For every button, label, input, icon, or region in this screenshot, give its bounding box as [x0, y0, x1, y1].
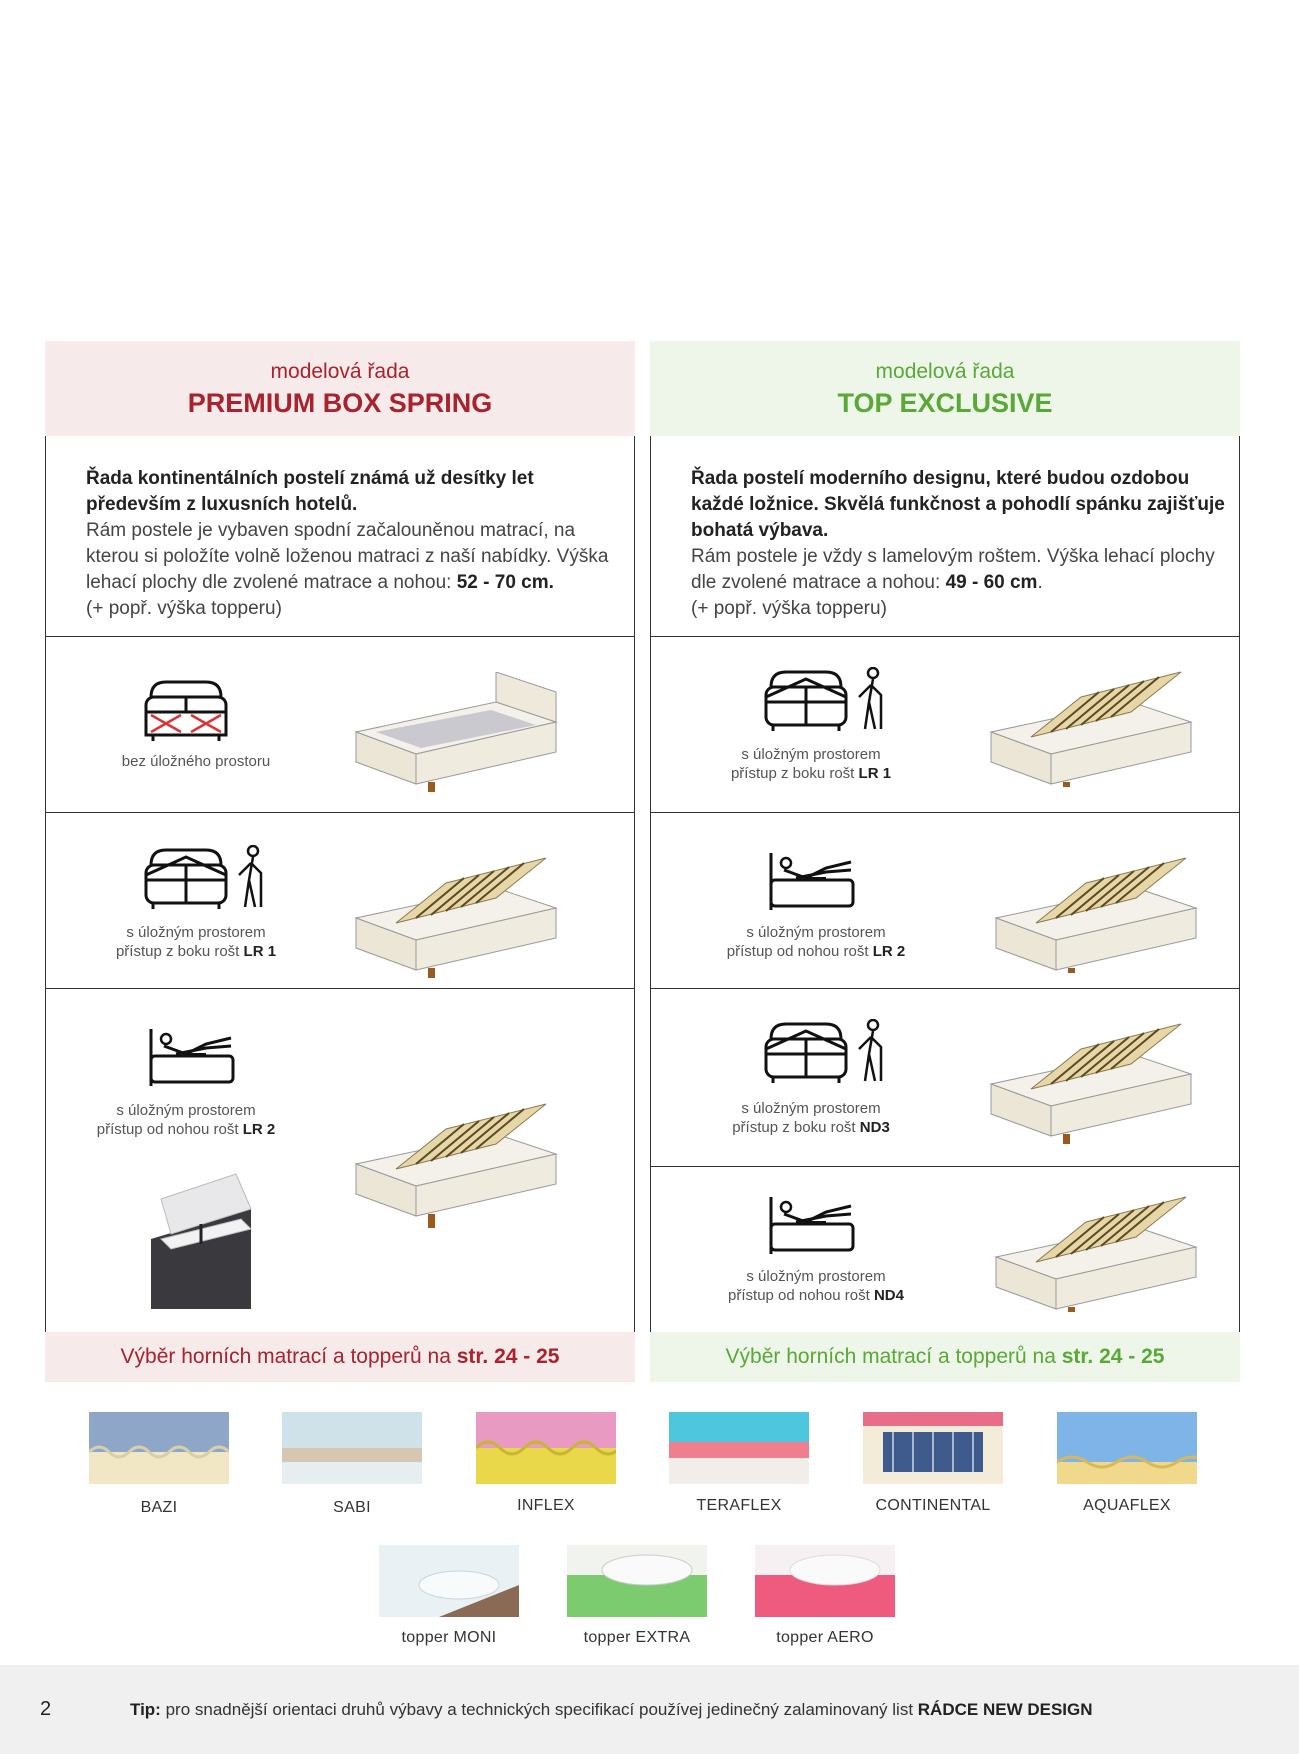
premium-title: PREMIUM BOX SPRING — [187, 388, 493, 418]
mattress-sabi-image — [282, 1412, 422, 1484]
premium-mattress-reference: Výběr horních matrací a topperů na str. 24 - 25 — [45, 1332, 635, 1382]
top-series-label: modelová řada — [875, 360, 1015, 383]
topper-extra-image — [567, 1545, 707, 1617]
side-access-storage-icon — [761, 667, 891, 737]
side-access-storage-icon — [761, 1019, 891, 1089]
mattress-continental-image — [863, 1412, 1003, 1484]
premium-series-label: modelová řada — [270, 360, 410, 383]
top-row3-caption: s úložným prostorem přístup z boku rošt ND3 — [732, 1100, 890, 1136]
premium-row3-caption: s úložným prostorem přístup od nohou rošt LR 2 — [96, 1102, 276, 1138]
top-option-row — [651, 1167, 1239, 1332]
premium-header — [45, 341, 635, 436]
mattress-bazi-image — [89, 1412, 229, 1484]
bed-image — [981, 1019, 1201, 1144]
premium-box-spring-column — [45, 341, 635, 1382]
foot-access-storage-icon — [766, 1192, 866, 1262]
premium-option-row — [46, 813, 634, 989]
bed-image — [986, 848, 1206, 973]
topper-aero-image — [755, 1545, 895, 1617]
top-header — [650, 341, 1240, 436]
top-intro: Řada postelí moderního designu, které budou ozdobou každé ložnice. Skvělá funkčnost a pohodlí spánku zajišťuje bohatá výbava. Rám postele je vždy s lamelovým roštem. Výška lehací plochy dle zvolené matrace a nohou: 49 - 60 cm. (+ popř. výška topperu) — [651, 436, 1239, 637]
bed-image — [341, 853, 581, 978]
top-option-row — [651, 989, 1239, 1167]
mattress-label: INFLEX — [517, 1497, 575, 1514]
topper-label: topper AERO — [776, 1629, 874, 1646]
top-title: TOP EXCLUSIVE — [837, 388, 1053, 418]
premium-row1-caption: bez úložného prostoru — [121, 753, 271, 770]
foot-access-storage-icon — [766, 848, 866, 918]
mattress-aquaflex-image — [1057, 1412, 1197, 1484]
top-option-row — [651, 813, 1239, 989]
premium-option-row — [46, 637, 634, 813]
foot-access-storage-icon — [146, 1024, 246, 1094]
page-number: 2 — [40, 1698, 52, 1720]
mattress-label: CONTINENTAL — [875, 1497, 991, 1514]
top-option-row — [651, 637, 1239, 813]
mattress-label: SABI — [333, 1499, 371, 1516]
topper-moni-image — [379, 1545, 519, 1617]
mattress-label: AQUAFLEX — [1083, 1497, 1171, 1514]
bed-image — [341, 1094, 581, 1229]
premium-option-row — [46, 989, 634, 1332]
mattress-label: BAZI — [140, 1499, 178, 1516]
premium-row2-caption: s úložným prostorem přístup z boku rošt LR 1 — [115, 924, 277, 960]
top-exclusive-column — [650, 341, 1240, 1382]
mattress-label: TERAFLEX — [696, 1497, 782, 1514]
topper-label: topper MONI — [401, 1629, 497, 1646]
side-access-storage-icon — [141, 845, 271, 915]
topper-label: topper EXTRA — [583, 1629, 691, 1646]
top-mattress-reference: Výběr horních matrací a topperů na str. 24 - 25 — [650, 1332, 1240, 1382]
top-row1-caption: s úložným prostorem přístup z boku rošt LR 1 — [730, 746, 892, 782]
box-spring-photo — [141, 1169, 261, 1309]
top-row4-caption: s úložným prostorem přístup od nohou rošt ND4 — [728, 1268, 904, 1304]
bed-image — [346, 672, 576, 792]
tip-text: Tip: pro snadnější orientaci druhů výbavy a technických specifikací používej jedinečný zalaminovaný list RÁDCE NEW DESIGN — [130, 1700, 1093, 1719]
no-storage-icon — [141, 677, 241, 747]
top-row2-caption: s úložným prostorem přístup od nohou rošt LR 2 — [726, 924, 906, 960]
bed-image — [981, 667, 1201, 787]
mattress-teraflex-image — [669, 1412, 809, 1484]
premium-intro: Řada kontinentálních postelí známá už desítky let především z luxusních hotelů. Rám postele je vybaven spodní začalouněnou matrací, na kterou si položíte volně loženou matraci z naší nabídky. Výška lehací plochy dle zvolené matrace a nohou: 52 - 70 cm. (+ popř. výška topperu) — [46, 436, 634, 637]
mattress-inflex-image — [476, 1412, 616, 1484]
bed-image — [986, 1192, 1206, 1312]
